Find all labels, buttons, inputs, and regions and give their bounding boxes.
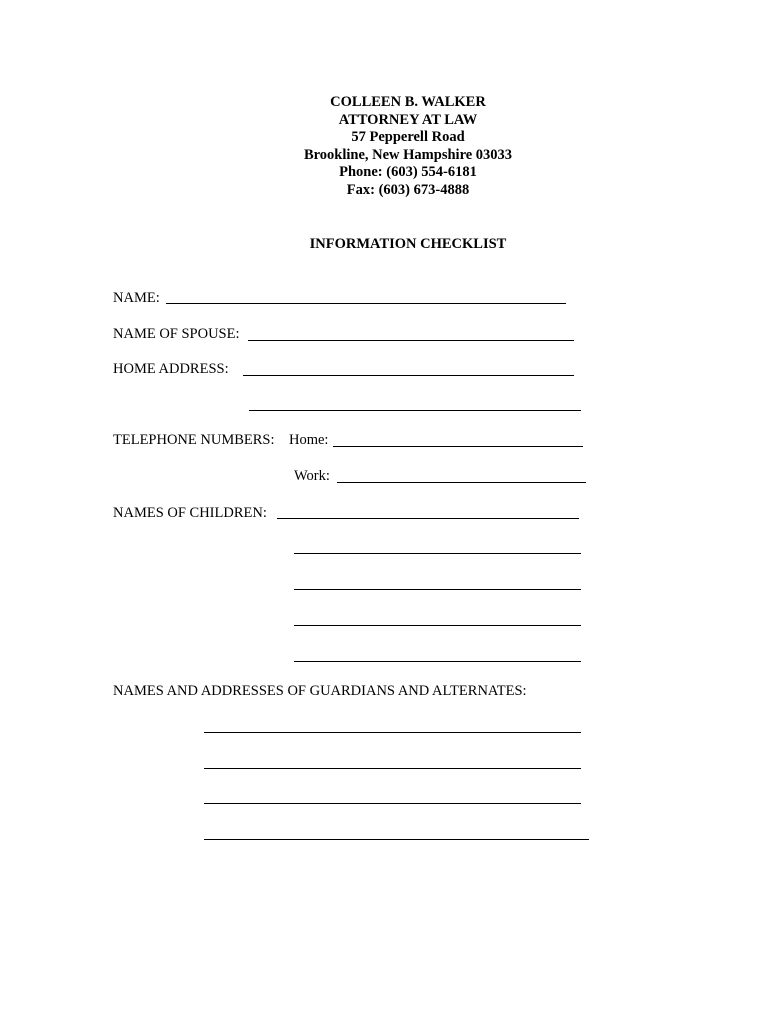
street-address: 57 Pepperell Road <box>351 129 465 145</box>
work-phone-field[interactable] <box>337 482 586 483</box>
children-label: NAMES OF CHILDREN: <box>113 505 267 521</box>
spouse-label: NAME OF SPOUSE: <box>113 326 240 342</box>
page-title: INFORMATION CHECKLIST <box>309 236 507 252</box>
children-field-line-5[interactable] <box>294 661 581 662</box>
name-field[interactable] <box>166 303 566 304</box>
attorney-name: COLLEEN B. WALKER <box>330 94 486 110</box>
guardians-field-line-1[interactable] <box>204 732 581 733</box>
guardians-field-line-3[interactable] <box>204 803 581 804</box>
address-field-line-1[interactable] <box>243 375 574 376</box>
home-phone-field[interactable] <box>333 446 583 447</box>
spouse-name-field[interactable] <box>248 340 574 341</box>
phone-number: Phone: (603) 554-6181 <box>339 164 477 180</box>
letterhead <box>0 94 770 199</box>
children-field-line-3[interactable] <box>294 589 581 590</box>
guardians-field-line-2[interactable] <box>204 768 581 769</box>
children-field-line-4[interactable] <box>294 625 581 626</box>
name-label: NAME: <box>113 290 160 306</box>
telephone-label: TELEPHONE NUMBERS: <box>113 432 275 448</box>
work-phone-label: Work: <box>294 468 330 484</box>
home-phone-label: Home: <box>289 432 329 448</box>
address-field-line-2[interactable] <box>249 410 581 411</box>
guardians-label: NAMES AND ADDRESSES OF GUARDIANS AND ALTERNATES: <box>113 683 527 699</box>
children-field-line-1[interactable] <box>277 518 579 519</box>
children-field-line-2[interactable] <box>294 553 581 554</box>
guardians-field-line-4[interactable] <box>204 839 589 840</box>
address-label: HOME ADDRESS: <box>113 361 229 377</box>
city-state-zip: Brookline, New Hampshire 03033 <box>303 146 513 163</box>
fax-number: Fax: (603) 673-4888 <box>346 181 470 198</box>
attorney-title: ATTORNEY AT LAW <box>338 111 478 128</box>
